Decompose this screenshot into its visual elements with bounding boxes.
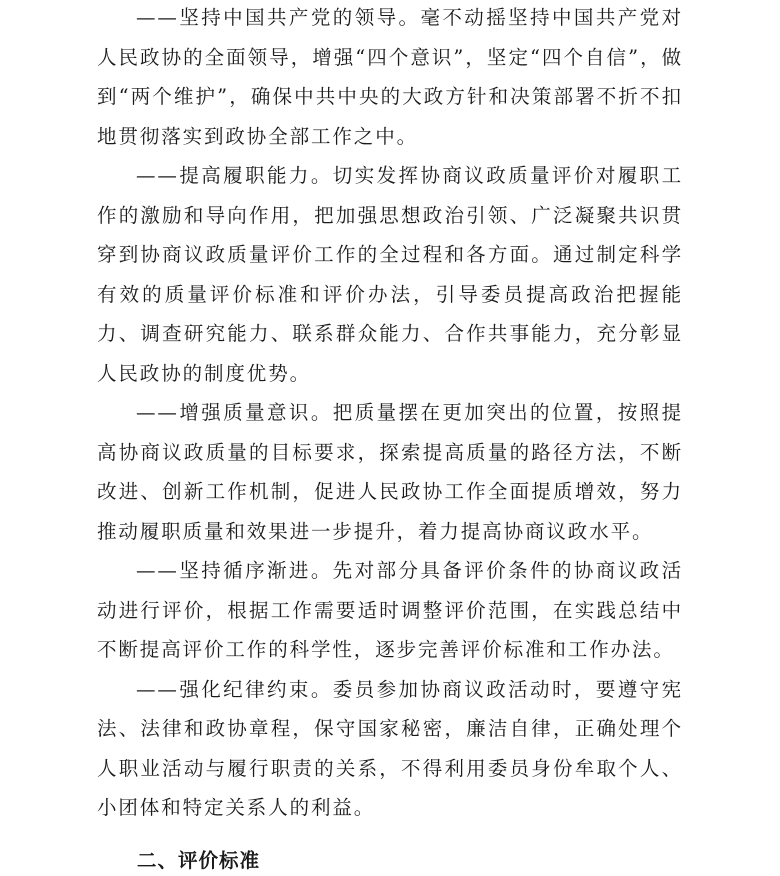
paragraph-quality-awareness: ——增强质量意识。把质量摆在更加突出的位置，按照提高协商议政质量的目标要求，探索提高质量的路径方法，不断改进、创新工作机制，促进人民政协工作全面提质增效，努力推动履职质量和效果进一步提升，着力提高协商议政水平。 <box>97 401 683 543</box>
paragraph-discipline: ——强化纪律约束。委员参加协商议政活动时，要遵守宪法、法律和政协章程，保守国家秘密，廉洁自律，正确处理个人职业活动与履行职责的关系，不得利用委员身份牟取个人、小团体和特定关系人的利益。 <box>97 677 683 819</box>
paragraph-gradual-progress: ——坚持循序渐进。先对部分具备评价条件的协商议政活动进行评价，根据工作需要适时调整评价范围，在实践总结中不断提高评价工作的科学性，逐步完善评价标准和工作办法。 <box>97 559 683 661</box>
paragraph-party-leadership: ——坚持中国共产党的领导。毫不动摇坚持中国共产党对人民政协的全面领导，增强“四个意识”，坚定“四个自信”，做到“两个维护”，确保中共中央的大政方针和决策部署不折不扣地贯彻落实到政协全部工作之中。 <box>97 6 683 148</box>
document-body <box>97 0 683 828</box>
section-heading: 二、评价标准 <box>137 849 261 872</box>
paragraph-performance-ability: ——提高履职能力。切实发挥协商议政质量评价对履职工作的激励和导向作用，把加强思想政治引领、广泛凝聚共识贯穿到协商议政质量评价工作的全过程和各方面。通过制定科学有效的质量评价标准和评价办法，引导委员提高政治把握能力、调查研究能力、联系群众能力、合作共事能力，充分彰显人民政协的制度优势。 <box>97 164 683 385</box>
